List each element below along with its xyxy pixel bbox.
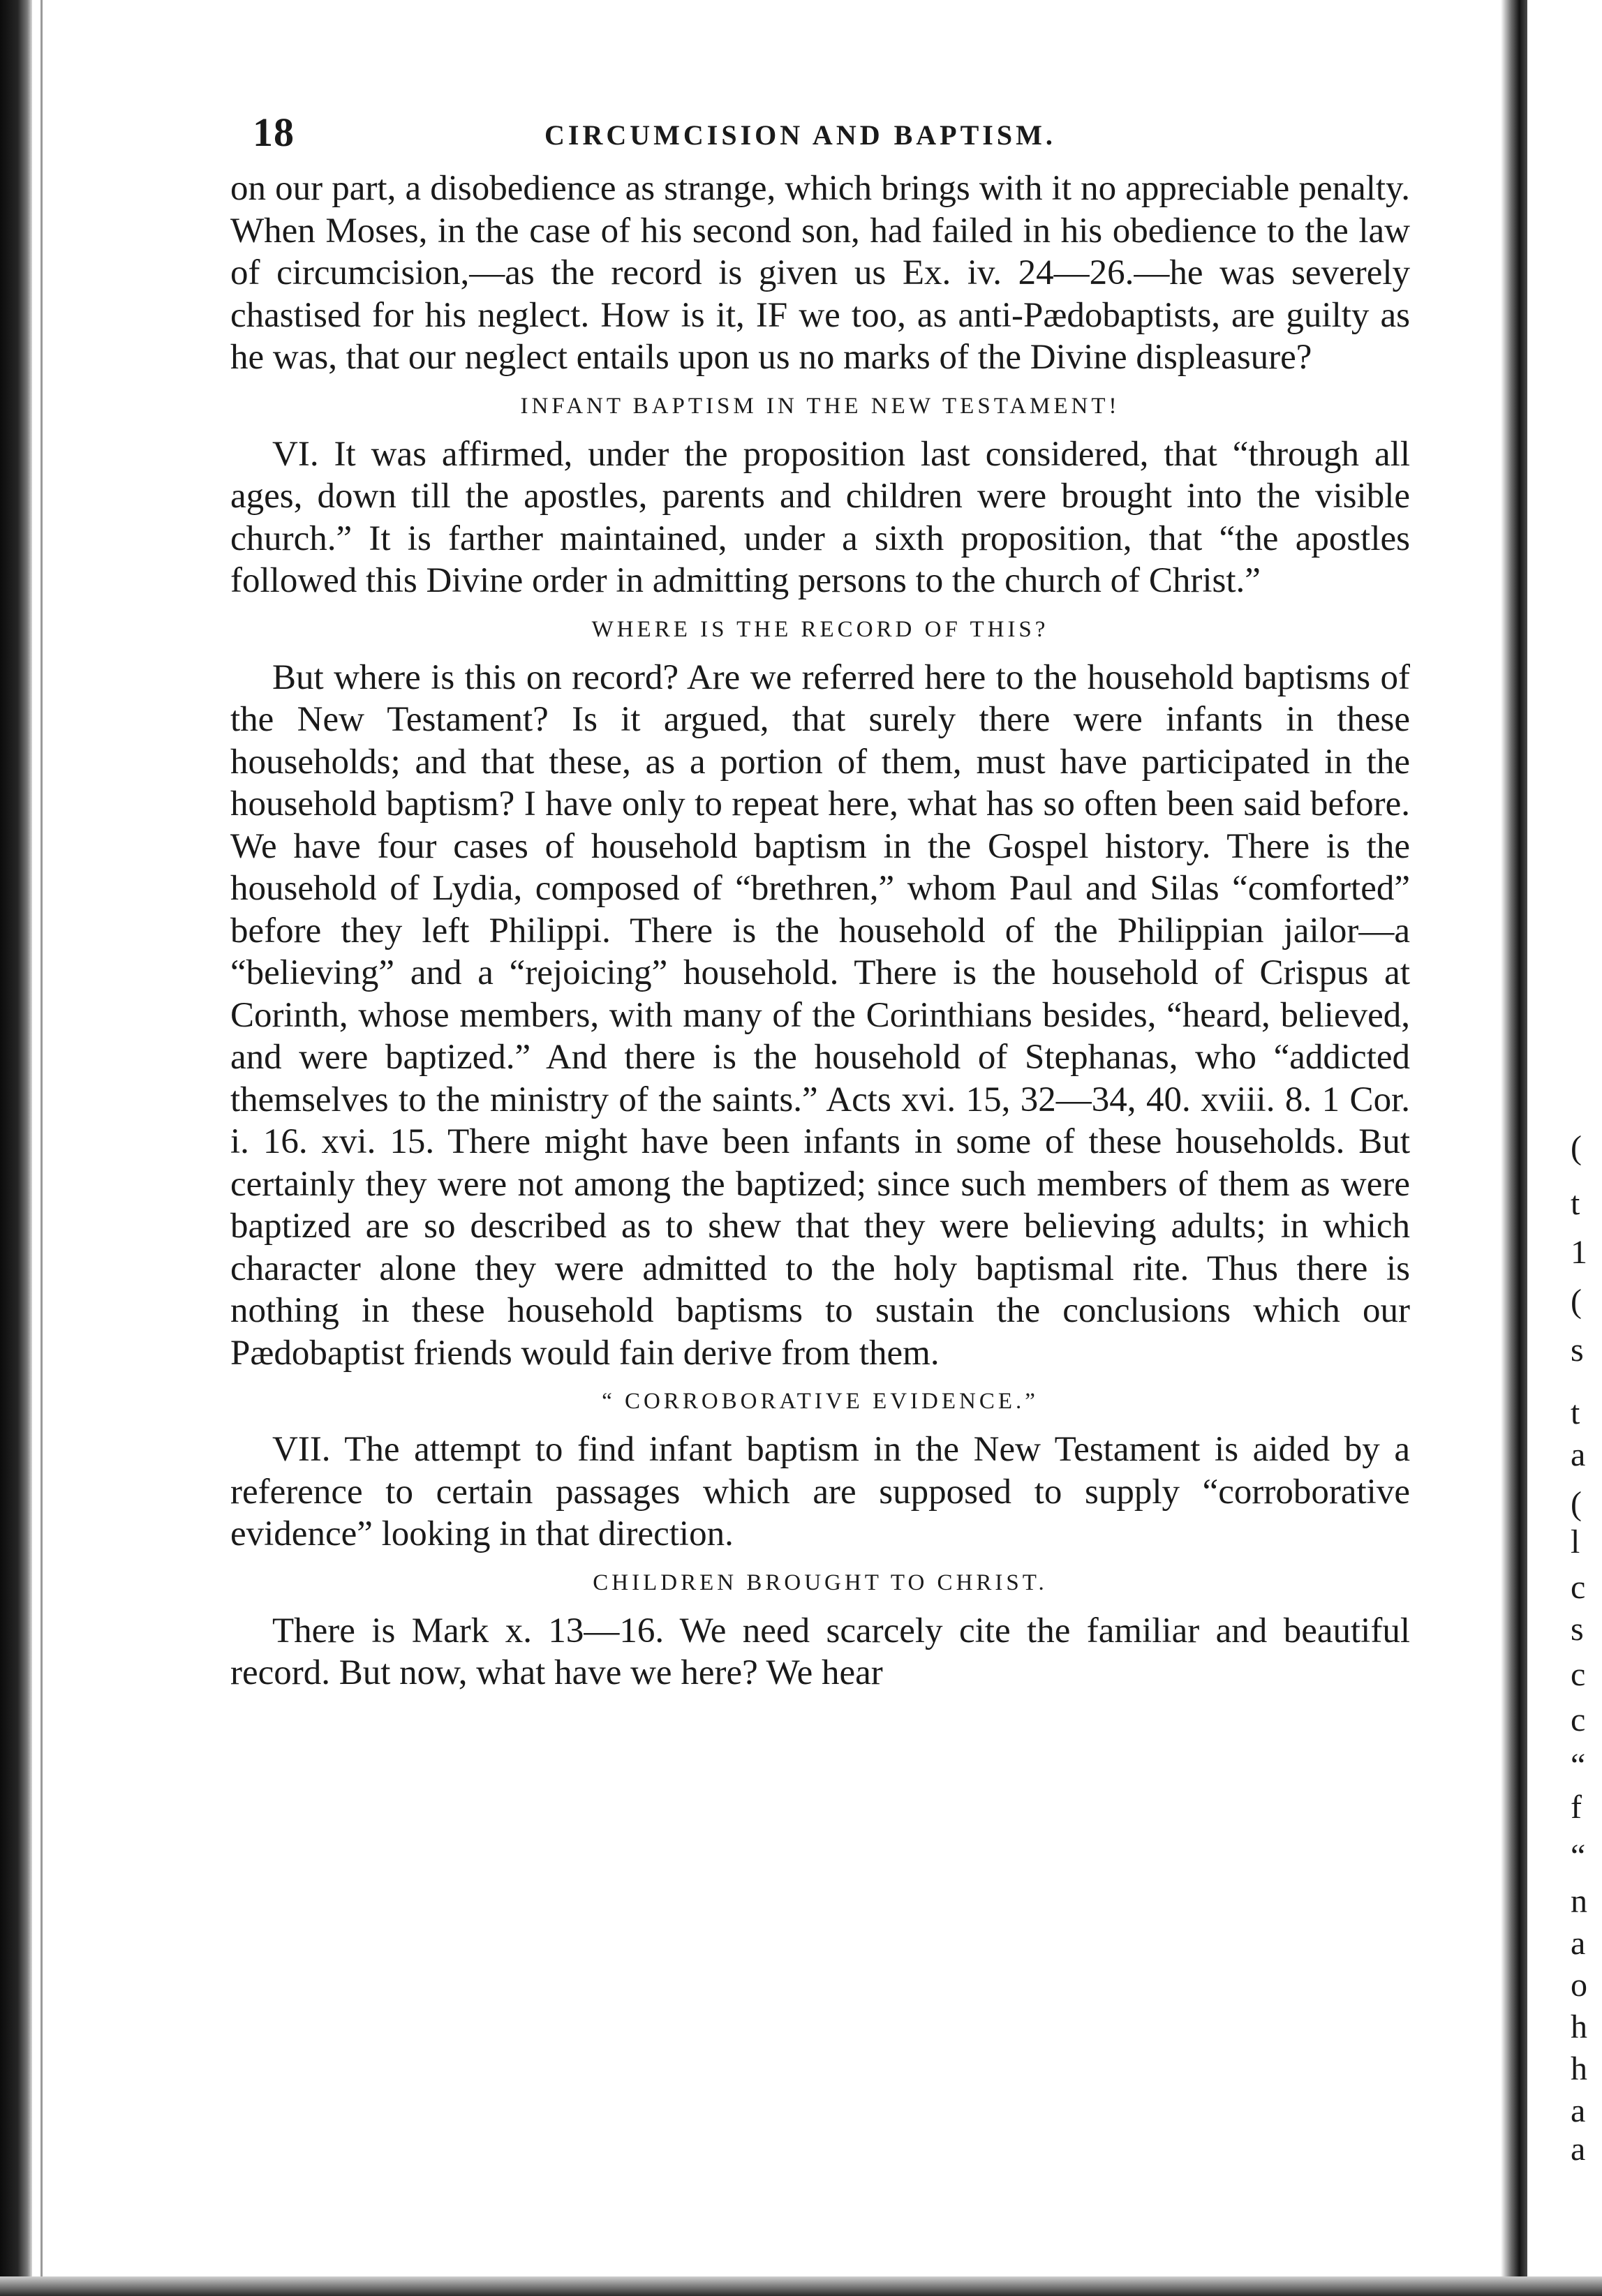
next-page-fragment: “ [1571,1747,1586,1784]
paragraph: VI. It was affirmed, under the proposition last considered, that “through all ages, down till the apostles, parents and children were brought into the visible church.” It is farther maintained, under a sixth proposition, that “the apostles followed this Divine order in admitting persons to the church of Christ.” [230,434,1410,600]
paragraph: on our part, a disobedience as strange, which brings with it no appreciable penalty. When Moses, in the case of his second son, had failed in his obedience to the law of circumcision,—as the record is given us Ex. iv. 24—26.—he was severely chastised for his neglect. How is it, IF we too, as anti-Pædobaptists, are guilty as he was, that our neglect entails upon us no marks of the Divine displeasure? [230,169,1410,377]
page-header [230,105,1410,167]
next-page-fragment: f [1571,1789,1582,1826]
binding-shadow [0,0,32,2296]
next-page-fragment: h [1571,2008,1587,2045]
next-page-fragment: 1 [1571,1234,1587,1271]
next-page-fragment: a [1571,2131,1586,2168]
next-page-fragment: a [1571,1436,1586,1473]
next-page-fragment: n [1571,1883,1587,1920]
next-page-fragment: t [1571,1185,1580,1222]
next-page-fragment: a [1571,2092,1586,2129]
next-page-edge [1565,0,1602,2296]
paragraph: But where is this on record? Are we referred here to the household baptisms of the New Testament? Is it argued, that surely there were infants in these households; and that these, as a portion of them, must have participated in the household baptism? I have only to repeat here, what has so often been said before. We have four cases of household baptism in the Gospel history. There is the household of Lydia, composed of “brethren,” whom Paul and Silas “comforted” before they left Philippi. There is the household of the Philippian jailor—a “believing” and a “rejoicing” household. There is the household of Crispus at Corinth, whose members, with many of the Corinthians besides, “heard, believed, and were baptized.” And there is the household of Stephanas, who “addicted themselves to the ministry of the saints.” Acts xvi. 15, 32—34, 40. xviii. 8. 1 Cor. i. 16. xvi. 15. There might have been infants in some of these households. But certainly they were not among the baptized; since such members of them as were baptized are so described as to shew that they were believing adults; in which character alone they were admitted to the holy baptismal rite. Thus there is nothing in these household baptisms to sustain the conclusions which our Pædobaptist friends would fain derive from them. [230,657,1410,1373]
next-page-fragment: ( [1571,1485,1582,1522]
next-page-fragment: s [1571,1611,1584,1648]
paragraph: VII. The attempt to find infant baptism in the New Testament is aided by a reference to certain passages which are supposed to supply “corroborative evidence” looking in that direction. [230,1430,1410,1553]
next-page-fragment: “ [1571,1837,1586,1874]
section-heading: “ CORROBORATIVE EVIDENCE.” [602,1389,1039,1414]
paragraph: There is Mark x. 13—16. We need scarcely cite the familiar and beautiful record. But now, what have we here? We hear [230,1611,1410,1692]
body-text [230,167,1410,1694]
next-page-fragment: t [1571,1394,1580,1431]
next-page-fragment: ( [1571,1283,1582,1320]
page-gutter [1501,0,1527,2296]
page-edge-line [40,0,43,2296]
section-heading: INFANT BAPTISM IN THE NEW TESTAMENT! [520,393,1120,419]
next-page-fragment: ( [1571,1129,1582,1166]
section-heading: CHILDREN BROUGHT TO CHRIST. [593,1570,1048,1595]
section-heading: WHERE IS THE RECORD OF THIS? [591,616,1049,642]
page-number: 18 [253,110,295,155]
next-page-fragment: o [1571,1967,1587,2004]
next-page-fragment: c [1571,1656,1586,1693]
next-page-fragment: a [1571,1925,1586,1962]
next-page-fragment: s [1571,1332,1584,1369]
next-page-fragment: c [1571,1569,1586,1606]
book-page [230,105,1410,1694]
next-page-fragment: c [1571,1701,1586,1738]
scan-bottom-edge [0,2276,1602,2296]
running-head: CIRCUMCISION AND BAPTISM. [544,119,1056,151]
next-page-fragment: h [1571,2050,1587,2087]
next-page-fragment: l [1571,1523,1580,1560]
